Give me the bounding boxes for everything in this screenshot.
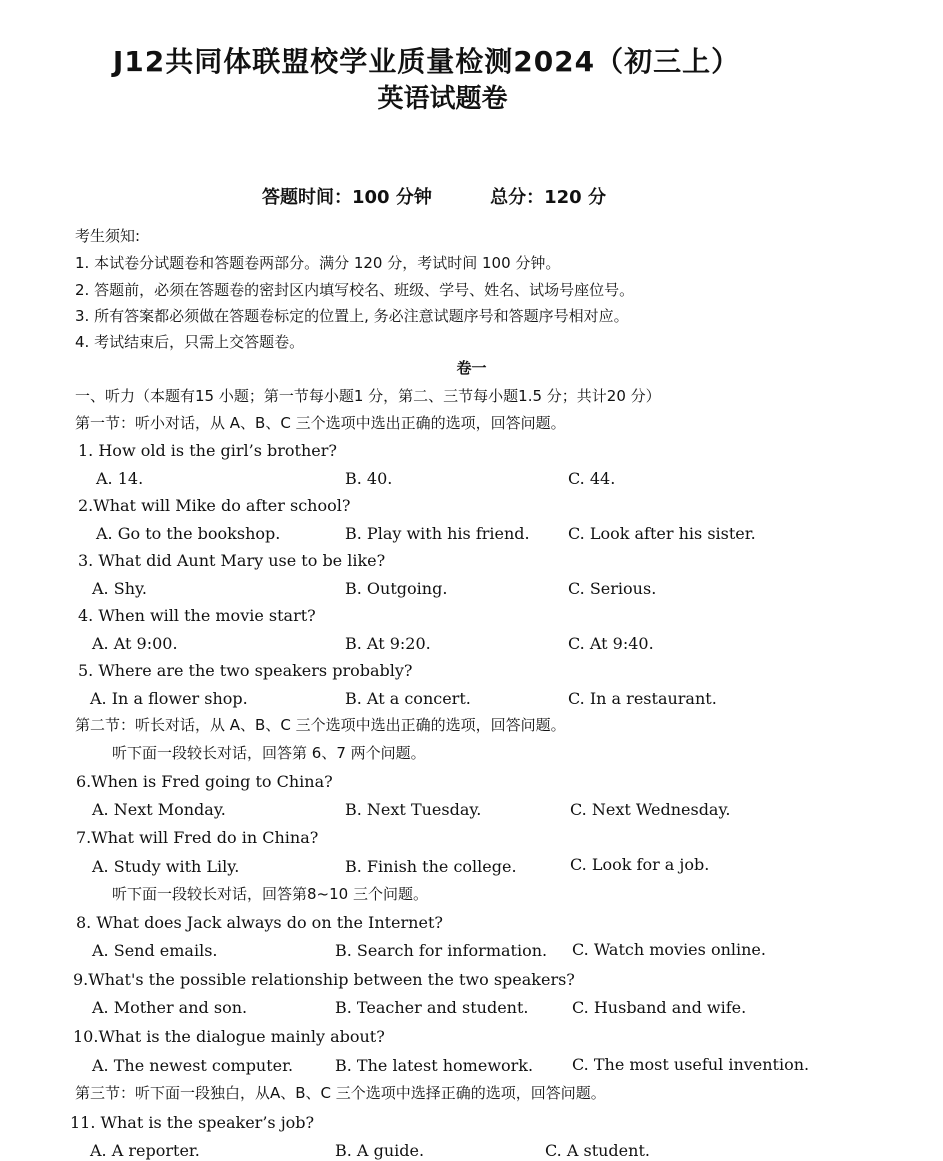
q4-option-b: B. At 9:20. [345,634,431,653]
q7-option-c: C. Look for a job. [570,855,710,874]
q5-option-a: A. In a flower shop. [90,689,248,708]
exam-title: J12共同体联盟校学业质量检测2024（初三上） [112,45,741,78]
notice-item: 1. 本试卷分试题卷和答题卷两部分。满分 120 分，考试时间 100 分钟。 [75,254,561,272]
q6-option-c: C. Next Wednesday. [570,800,731,819]
q10-option-b: B. The latest homework. [335,1056,534,1075]
q7-option-b: B. Finish the college. [345,857,517,876]
notice-item: 3. 所有答案都必须做在答题卷标定的位置上, 务必注意试题序号和答题序号相对应。 [75,307,629,325]
q3-option-c: C. Serious. [568,579,657,598]
question-5: 5. Where are the two speakers probably? [78,661,413,680]
question-1: 1. How old is the girl’s brother? [78,441,337,460]
q8-option-a: A. Send emails. [92,941,218,960]
q6-option-a: A. Next Monday. [92,800,226,819]
question-9: 9.What's the possible relationship between the two speakers? [73,970,575,989]
notice-item: 4. 考试结束后，只需上交答题卷。 [75,333,305,351]
exam-total-score: 总分：120 分 [490,187,606,208]
notice-heading: 考生须知: [75,227,141,245]
notice-item: 2. 答题前，必须在答题卷的密封区内填写校名、班级、学号、姓名、试场号座位号。 [75,281,635,299]
question-6: 6.When is Fred going to China? [76,772,333,791]
part2-intro: 第二节：听长对话，从 A、B、C 三个选项中选出正确的选项，回答问题。 [75,716,566,734]
exam-info [262,183,606,209]
q10-option-c: C. The most useful invention. [572,1055,810,1074]
q2-option-a: A. Go to the bookshop. [96,524,281,543]
exam-subtitle: 英语试题卷 [377,84,508,114]
question-4: 4. When will the movie start? [78,606,316,625]
q1-option-c: C. 44. [568,469,616,488]
q3-option-b: B. Outgoing. [345,579,448,598]
question-3: 3. What did Aunt Mary use to be like? [78,551,386,570]
q9-option-c: C. Husband and wife. [572,998,747,1017]
q1-option-b: B. 40. [345,469,393,488]
question-8: 8. What does Jack always do on the Internet? [76,913,443,932]
question-11: 11. What is the speaker’s job? [70,1113,315,1132]
q11-option-b: B. A guide. [335,1141,425,1160]
part3-intro: 第三节：听下面一段独白，从A、B、C 三个选项中选择正确的选项，回答问题。 [75,1084,606,1102]
section-heading: 一、听力（本题有15 小题；第一节每小题1 分，第二、三节每小题1.5 分；共计20 分） [75,387,661,405]
part2-sub-intro: 听下面一段较长对话，回答第8~10 三个问题。 [112,885,428,903]
question-10: 10.What is the dialogue mainly about? [73,1027,385,1046]
q1-option-a: A. 14. [96,469,144,488]
q9-option-a: A. Mother and son. [92,998,248,1017]
q11-option-a: A. A reporter. [90,1141,200,1160]
volume-label: 卷一 [456,359,487,377]
q4-option-c: C. At 9:40. [568,634,654,653]
q2-option-c: C. Look after his sister. [568,524,756,543]
q6-option-b: B. Next Tuesday. [345,800,482,819]
q5-option-c: C. In a restaurant. [568,689,717,708]
q5-option-b: B. At a concert. [345,689,471,708]
q8-option-c: C. Watch movies online. [572,940,766,959]
part1-intro: 第一节：听小对话，从 A、B、C 三个选项中选出正确的选项，回答问题。 [75,414,566,432]
part2-sub-intro: 听下面一段较长对话，回答第 6、7 两个问题。 [112,744,426,762]
exam-time: 答题时间：100 分钟 [262,187,432,208]
q11-option-c: C. A student. [545,1141,650,1160]
question-7: 7.What will Fred do in China? [76,828,319,847]
q4-option-a: A. At 9:00. [92,634,178,653]
q3-option-a: A. Shy. [92,579,147,598]
q8-option-b: B. Search for information. [335,941,548,960]
q9-option-b: B. Teacher and student. [335,998,529,1017]
q7-option-a: A. Study with Lily. [92,857,240,876]
question-2: 2.What will Mike do after school? [78,496,351,515]
q2-option-b: B. Play with his friend. [345,524,530,543]
q10-option-a: A. The newest computer. [92,1056,294,1075]
